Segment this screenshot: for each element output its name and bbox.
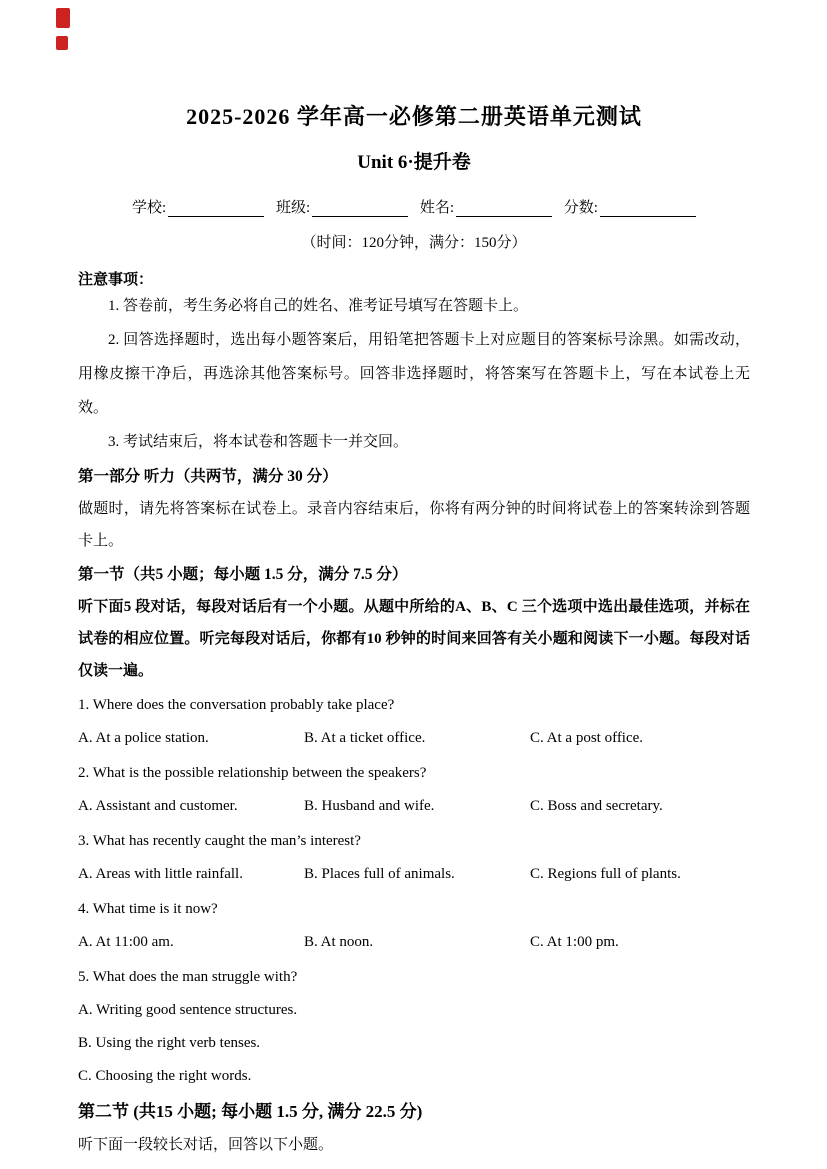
question-2-options [78, 790, 750, 823]
question-1-option-b: B. At a ticket office. [304, 730, 426, 746]
part1-heading: 第一部分 听力（共两节，满分 30 分） [78, 468, 338, 485]
notice-heading: 注意事项： [78, 272, 154, 288]
class-field [276, 196, 408, 217]
question-3-option-b: B. Places full of animals. [304, 866, 455, 882]
section2-heading: 第二节 (共15 小题; 每小题 1.5 分, 满分 22.5 分) [78, 1102, 423, 1121]
question-3-options [78, 858, 750, 891]
question-5-option-c: C. Choosing the right words. [78, 1068, 252, 1084]
question-2-text: 2. What is the possible relationship between the speakers? [78, 765, 427, 781]
page-subtitle: Unit 6·提升卷 [357, 152, 471, 173]
question-3-option-a: A. Areas with little rainfall. [78, 866, 243, 882]
notice-item-3: 3. 考试结束后，将本试卷和答题卡一并交回。 [108, 434, 409, 450]
exam-paper [78, 100, 750, 1161]
question-5 [78, 961, 750, 1093]
question-4-options [78, 926, 750, 959]
question-4-option-a: A. At 11:00 am. [78, 934, 174, 950]
section1-heading: 第一节（共5 小题；每小题 1.5 分，满分 7.5 分） [78, 566, 408, 583]
question-1-options [78, 722, 750, 755]
student-info-form [78, 196, 750, 217]
question-5-options [78, 994, 750, 1093]
question-5-option-a: A. Writing good sentence structures. [78, 1002, 298, 1018]
time-score-line: （时间：120分钟，满分：150分） [301, 235, 527, 251]
question-4 [78, 893, 750, 959]
question-3-text: 3. What has recently caught the man’s interest? [78, 833, 361, 849]
question-2-option-b: B. Husband and wife. [304, 798, 435, 814]
question-3-option-c: C. Regions full of plants. [530, 866, 681, 882]
question-4-option-b: B. At noon. [304, 934, 374, 950]
question-5-text: 5. What does the man struggle with? [78, 969, 298, 985]
class-blank [312, 201, 408, 217]
score-blank [600, 201, 696, 217]
red-corner-mark-top [56, 8, 70, 28]
part1-instructions: 做题时，请先将答案标在试卷上。录音内容结束后，你将有两分钟的时间将试卷上的答案转涂到答题卡上。 [78, 501, 750, 549]
question-2-option-c: C. Boss and secretary. [530, 798, 663, 814]
question-4-text: 4. What time is it now? [78, 901, 218, 917]
name-blank [456, 201, 552, 217]
question-3 [78, 825, 750, 891]
notice-item-2: 2. 回答选择题时，选出每小题答案后，用铅笔把答题卡上对应题目的答案标号涂黑。如需改动，用橡皮擦干净后，再选涂其他答案标号。回答非选择题时，将答案写在答题卡上，写在本试卷上无效。 [78, 332, 750, 416]
notice-item-1: 1. 答卷前，考生务必将自己的姓名、准考证号填写在答题卡上。 [108, 298, 529, 314]
school-blank [168, 201, 264, 217]
question-2 [78, 757, 750, 823]
section2-instructions: 听下面一段较长对话，回答以下小题。 [78, 1137, 334, 1153]
question-1-option-c: C. At a post office. [530, 730, 644, 746]
section1-instructions: 听下面5 段对话，每段对话后有一个小题。从题中所给的A、B、C 三个选项中选出最佳选项，并标在试卷的相应位置。听完每段对话后，你都有10 秒钟的时间来回答有关小题和阅读下一小题。每段对话仅读一遍。 [78, 599, 750, 679]
name-label: 姓名: [419, 200, 455, 216]
class-label: 班级: [275, 200, 311, 216]
red-corner-mark-bottom [56, 36, 68, 50]
question-5-option-b: B. Using the right verb tenses. [78, 1035, 261, 1051]
page-title: 2025-2026 学年高一必修第二册英语单元测试 [186, 104, 642, 129]
question-2-option-a: A. Assistant and customer. [78, 798, 238, 814]
school-field [132, 196, 264, 217]
question-1-text: 1. Where does the conversation probably take place? [78, 697, 395, 713]
question-1 [78, 689, 750, 755]
question-4-option-c: C. At 1:00 pm. [530, 934, 619, 950]
name-field [420, 196, 552, 217]
question-1-option-a: A. At a police station. [78, 730, 209, 746]
score-field [564, 196, 696, 217]
score-label: 分数: [563, 200, 598, 216]
red-corner-marks [56, 8, 70, 58]
school-label: 学校: [132, 200, 167, 216]
